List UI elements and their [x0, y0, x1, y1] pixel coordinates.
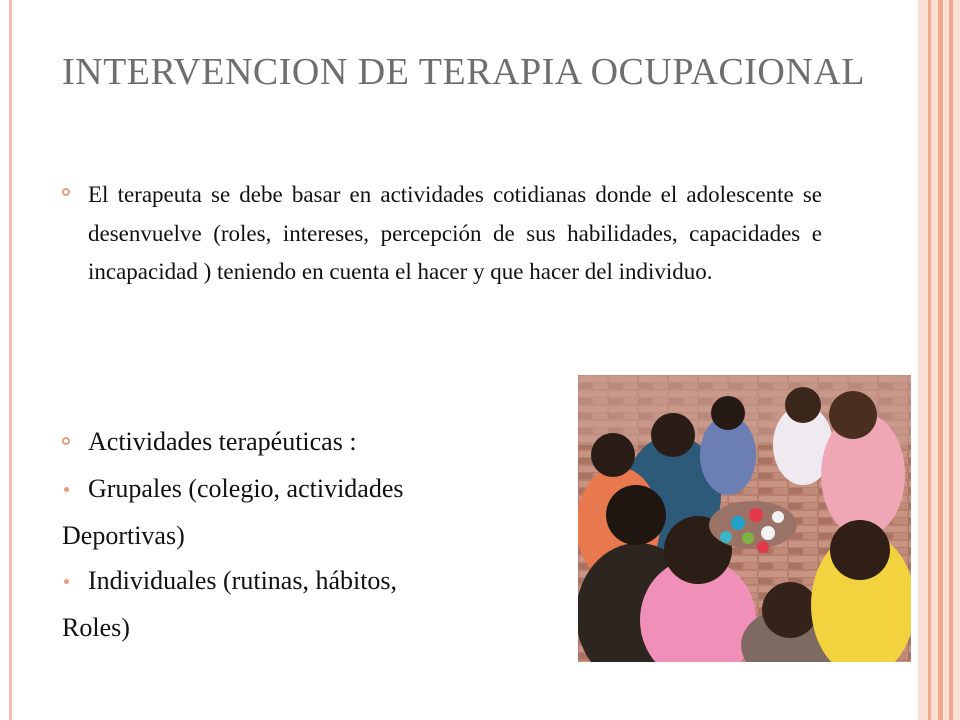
slide-title: INTERVENCION DE TERAPIA OCUPACIONAL	[62, 51, 865, 93]
band-stripe	[938, 0, 943, 720]
bullet-icon	[62, 437, 70, 445]
individual-activities-continuation: Roles)	[62, 613, 130, 642]
sub-bullet-icon	[64, 579, 69, 584]
intro-paragraph: El terapeuta se debe basar en actividades cotidianas donde el adolescente se desenvuelve (roles, intereses, percepción de sus habilidades, capacidades e incapacidad ) teniendo en cuenta el hacer y que hacer del individuo.	[88, 182, 822, 284]
band-stripe	[949, 0, 953, 720]
individual-activities-item: Individuales (rutinas, hábitos,	[88, 566, 398, 595]
activities-heading: Actividades terapéuticas :	[88, 427, 357, 456]
sub-bullet-icon	[64, 487, 69, 492]
right-decorative-band	[918, 0, 960, 720]
band-stripe	[928, 0, 931, 720]
bullet-icon	[62, 188, 70, 196]
group-activities-item: Grupales (colegio, actividades	[88, 474, 404, 503]
group-activities-continuation: Deportivas)	[62, 521, 185, 550]
children-group-photo	[578, 375, 911, 662]
left-border-rule	[9, 0, 12, 720]
